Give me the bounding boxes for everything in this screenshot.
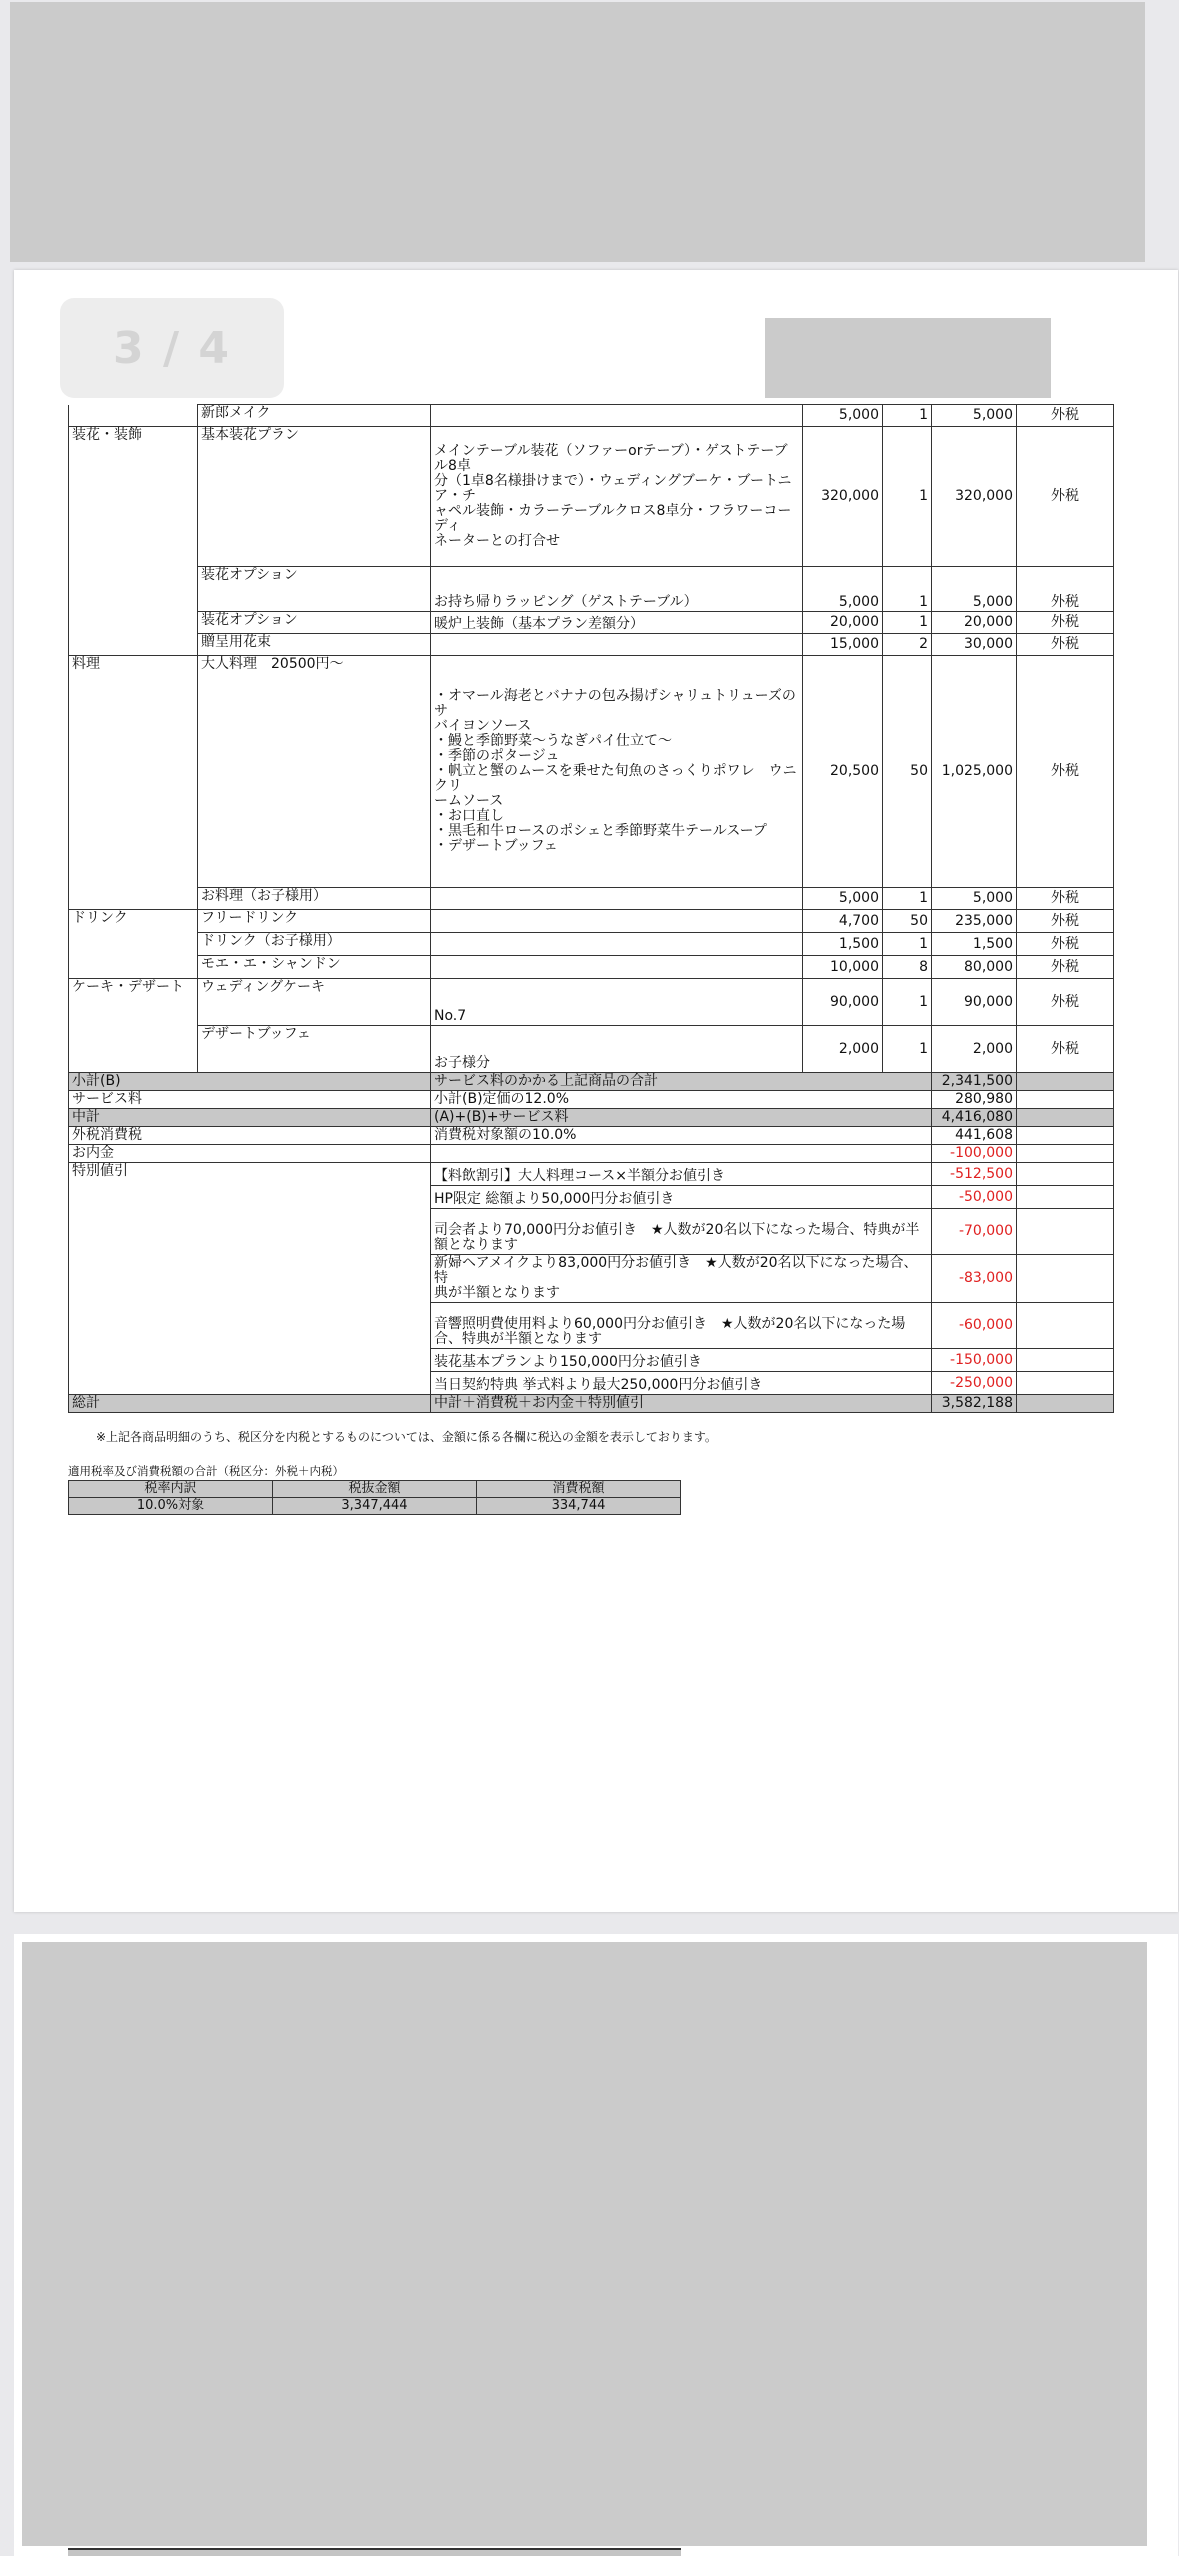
quantity-cell: 1	[883, 933, 932, 956]
unit-price-cell: 20,000	[803, 612, 883, 634]
description-cell: 暖炉上装飾（基本プラン差額分）	[431, 612, 803, 634]
quantity-cell: 1	[883, 427, 932, 567]
amount-cell: 20,000	[932, 612, 1017, 634]
description-cell	[431, 910, 803, 933]
quantity-cell: 50	[883, 656, 932, 888]
summary-amount: -100,000	[932, 1145, 1017, 1163]
tax-summary-row	[69, 1498, 681, 1515]
item-cell: 装花オプション	[198, 567, 431, 612]
tax-type-cell: 外税	[1017, 933, 1114, 956]
description-cell	[431, 405, 803, 427]
discount-label: 特別値引	[69, 1163, 431, 1395]
category-cell	[69, 888, 198, 910]
amount-cell: 2,000	[932, 1026, 1017, 1073]
tax-summary-title: 適用税率及び消費税額の合計（税区分：外税＋内税）	[68, 1464, 344, 1478]
table-row	[69, 427, 1114, 567]
tax-type-cell: 外税	[1017, 405, 1114, 427]
category-cell	[69, 405, 198, 427]
amount-cell: 5,000	[932, 888, 1017, 910]
unit-price-cell: 1,500	[803, 933, 883, 956]
tax-type-cell: 外税	[1017, 612, 1114, 634]
table-row	[69, 956, 1114, 979]
tax-summary-header-row	[69, 1481, 681, 1498]
summary-blank	[1017, 1186, 1114, 1209]
quantity-cell: 2	[883, 634, 932, 656]
redacted-previous-page	[10, 2, 1145, 262]
summary-row-subtotal-b	[69, 1073, 1114, 1091]
unit-price-cell: 15,000	[803, 634, 883, 656]
summary-description: 中計＋消費税＋お内金＋特別値引	[431, 1395, 932, 1413]
summary-blank	[1017, 1209, 1114, 1255]
summary-label: 小計(B)	[69, 1073, 431, 1091]
table-row	[69, 405, 1114, 427]
tax-type-cell: 外税	[1017, 956, 1114, 979]
summary-amount: 2,341,500	[932, 1073, 1017, 1091]
tax-type-cell: 外税	[1017, 910, 1114, 933]
discount-row	[69, 1163, 1114, 1186]
tax-type-cell: 外税	[1017, 656, 1114, 888]
tax-summary-header: 税抜金額	[273, 1481, 477, 1498]
summary-row-consumption-tax	[69, 1127, 1114, 1145]
summary-amount: 3,582,188	[932, 1395, 1017, 1413]
summary-amount: 4,416,080	[932, 1109, 1017, 1127]
summary-row-grand-total	[69, 1395, 1114, 1413]
table-row	[69, 933, 1114, 956]
discount-description: 音響照明費使用料より60,000円分お値引き ★人数が20名以下になった場 合、特典が半額となります	[431, 1303, 932, 1349]
summary-label: お内金	[69, 1145, 431, 1163]
unit-price-cell: 5,000	[803, 405, 883, 427]
unit-price-cell: 2,000	[803, 1026, 883, 1073]
summary-blank	[1017, 1145, 1114, 1163]
description-cell	[431, 634, 803, 656]
table-row	[69, 567, 1114, 612]
quantity-cell: 1	[883, 979, 932, 1026]
category-cell	[69, 634, 198, 656]
unit-price-cell: 4,700	[803, 910, 883, 933]
quantity-cell: 1	[883, 405, 932, 427]
description-cell: お子様分	[431, 1026, 803, 1073]
table-row	[69, 910, 1114, 933]
discount-amount: -83,000	[932, 1255, 1017, 1303]
discount-amount: -512,500	[932, 1163, 1017, 1186]
quantity-cell: 1	[883, 888, 932, 910]
summary-amount: 441,608	[932, 1127, 1017, 1145]
category-cell: ケーキ・デザート	[69, 979, 198, 1026]
summary-amount: 280,980	[932, 1091, 1017, 1109]
tax-summary-header: 消費税額	[477, 1481, 681, 1498]
quantity-cell: 50	[883, 910, 932, 933]
item-cell: モエ・エ・シャンドン	[198, 956, 431, 979]
summary-label: サービス料	[69, 1091, 431, 1109]
tax-summary-cell: 3,347,444	[273, 1498, 477, 1515]
redacted-next-page	[22, 1942, 1147, 2546]
summary-label: 総計	[69, 1395, 431, 1413]
quantity-cell: 1	[883, 567, 932, 612]
item-cell: 贈呈用花束	[198, 634, 431, 656]
summary-blank	[1017, 1091, 1114, 1109]
table-row	[69, 979, 1114, 1026]
summary-blank	[1017, 1372, 1114, 1395]
quantity-cell: 8	[883, 956, 932, 979]
unit-price-cell: 320,000	[803, 427, 883, 567]
discount-description: 新婦ヘアメイクより83,000円分お値引き ★人数が20名以下になった場合、特 典が半額となります	[431, 1255, 932, 1303]
amount-cell: 80,000	[932, 956, 1017, 979]
table-row	[69, 888, 1114, 910]
category-cell	[69, 933, 198, 956]
discount-description: 【料飲割引】大人料理コース×半額分お値引き	[431, 1163, 932, 1186]
next-page-table-edge	[68, 2548, 681, 2556]
amount-cell: 5,000	[932, 567, 1017, 612]
summary-description: (A)+(B)+サービス料	[431, 1109, 932, 1127]
item-cell: ウェディングケーキ	[198, 979, 431, 1026]
summary-label: 中計	[69, 1109, 431, 1127]
summary-blank	[1017, 1163, 1114, 1186]
summary-row-service-fee	[69, 1091, 1114, 1109]
discount-description: 司会者より70,000円分お値引き ★人数が20名以下になった場合、特典が半 額となります	[431, 1209, 932, 1255]
discount-amount: -50,000	[932, 1186, 1017, 1209]
description-cell	[431, 956, 803, 979]
table-row	[69, 1026, 1114, 1073]
tax-summary-cell: 10.0%対象	[69, 1498, 273, 1515]
item-cell: デザートブッフェ	[198, 1026, 431, 1073]
tax-inclusive-note: ※上記各商品明細のうち、税区分を内税とするものについては、金額に係る各欄に税込の金額を表示しております。	[96, 1430, 717, 1444]
item-cell: 基本装花プラン	[198, 427, 431, 567]
summary-blank	[1017, 1303, 1114, 1349]
tax-summary-header: 税率内訳	[69, 1481, 273, 1498]
item-cell: ドリンク（お子様用）	[198, 933, 431, 956]
quantity-cell: 1	[883, 612, 932, 634]
tax-type-cell: 外税	[1017, 427, 1114, 567]
discount-amount: -70,000	[932, 1209, 1017, 1255]
summary-row-midtotal	[69, 1109, 1114, 1127]
category-cell: 料理	[69, 656, 198, 888]
summary-description: 消費税対象額の10.0%	[431, 1127, 932, 1145]
item-cell: 大人料理 20500円〜	[198, 656, 431, 888]
tax-type-cell: 外税	[1017, 979, 1114, 1026]
unit-price-cell: 5,000	[803, 888, 883, 910]
tax-type-cell: 外税	[1017, 888, 1114, 910]
discount-description: HP限定 総額より50,000円分お値引き	[431, 1186, 932, 1209]
summary-description	[431, 1145, 932, 1163]
description-cell	[431, 933, 803, 956]
table-row	[69, 656, 1114, 888]
redacted-header-block	[765, 318, 1051, 398]
category-cell	[69, 1026, 198, 1073]
amount-cell: 90,000	[932, 979, 1017, 1026]
discount-description: 当日契約特典 挙式料より最大250,000円分お値引き	[431, 1372, 932, 1395]
unit-price-cell: 20,500	[803, 656, 883, 888]
tax-type-cell: 外税	[1017, 1026, 1114, 1073]
description-cell: No.7	[431, 979, 803, 1026]
description-cell: メインテーブル装花（ソファーorテーブ）・ゲストテーブル8卓 分（1卓8名様掛けまで）・ウェディングブーケ・ブートニア・チ ャペル装飾・カラーテーブルクロス8卓分・フラワーコーディ ネーターとの打合せ	[431, 427, 803, 567]
category-cell: ドリンク	[69, 910, 198, 933]
unit-price-cell: 5,000	[803, 567, 883, 612]
tax-summary-cell: 334,744	[477, 1498, 681, 1515]
summary-blank	[1017, 1255, 1114, 1303]
summary-blank	[1017, 1109, 1114, 1127]
tax-type-cell: 外税	[1017, 634, 1114, 656]
amount-cell: 1,500	[932, 933, 1017, 956]
category-cell	[69, 956, 198, 979]
tax-summary-table	[68, 1480, 681, 1515]
discount-amount: -60,000	[932, 1303, 1017, 1349]
table-row	[69, 634, 1114, 656]
discount-amount: -150,000	[932, 1349, 1017, 1372]
summary-description: 小計(B)定価の12.0%	[431, 1091, 932, 1109]
discount-description: 装花基本プランより150,000円分お値引き	[431, 1349, 932, 1372]
summary-blank	[1017, 1395, 1114, 1413]
tax-type-cell: 外税	[1017, 567, 1114, 612]
estimate-table	[68, 404, 1114, 1413]
summary-row-deposit	[69, 1145, 1114, 1163]
category-cell: 装花・装飾	[69, 427, 198, 567]
item-cell: 装花オプション	[198, 612, 431, 634]
table-row	[69, 612, 1114, 634]
amount-cell: 30,000	[932, 634, 1017, 656]
item-cell: フリードリンク	[198, 910, 431, 933]
description-cell: ・オマール海老とバナナの包み揚げシャリュトリューズのサ バイヨンソース ・鰻と季節野菜〜うなぎパイ仕立て〜 ・季節のポタージュ ・帆立と蟹のムースを乗せた旬魚のさっくりポワレ ウニクリ ームソース ・お口直し ・黒毛和牛ロースのポシェと季節野菜牛テールスープ ・デザートブッフェ	[431, 656, 803, 888]
item-cell: お料理（お子様用）	[198, 888, 431, 910]
quantity-cell: 1	[883, 1026, 932, 1073]
summary-label: 外税消費税	[69, 1127, 431, 1145]
summary-description: サービス料のかかる上記商品の合計	[431, 1073, 932, 1091]
page-indicator: 3 / 4	[60, 298, 284, 398]
category-cell	[69, 567, 198, 612]
unit-price-cell: 90,000	[803, 979, 883, 1026]
amount-cell: 5,000	[932, 405, 1017, 427]
description-cell: お持ち帰りラッピング（ゲストテーブル）	[431, 567, 803, 612]
summary-blank	[1017, 1349, 1114, 1372]
discount-amount: -250,000	[932, 1372, 1017, 1395]
amount-cell: 320,000	[932, 427, 1017, 567]
category-cell	[69, 612, 198, 634]
amount-cell: 1,025,000	[932, 656, 1017, 888]
description-cell	[431, 888, 803, 910]
summary-blank	[1017, 1073, 1114, 1091]
amount-cell: 235,000	[932, 910, 1017, 933]
unit-price-cell: 10,000	[803, 956, 883, 979]
item-cell: 新郎メイク	[198, 405, 431, 427]
summary-blank	[1017, 1127, 1114, 1145]
